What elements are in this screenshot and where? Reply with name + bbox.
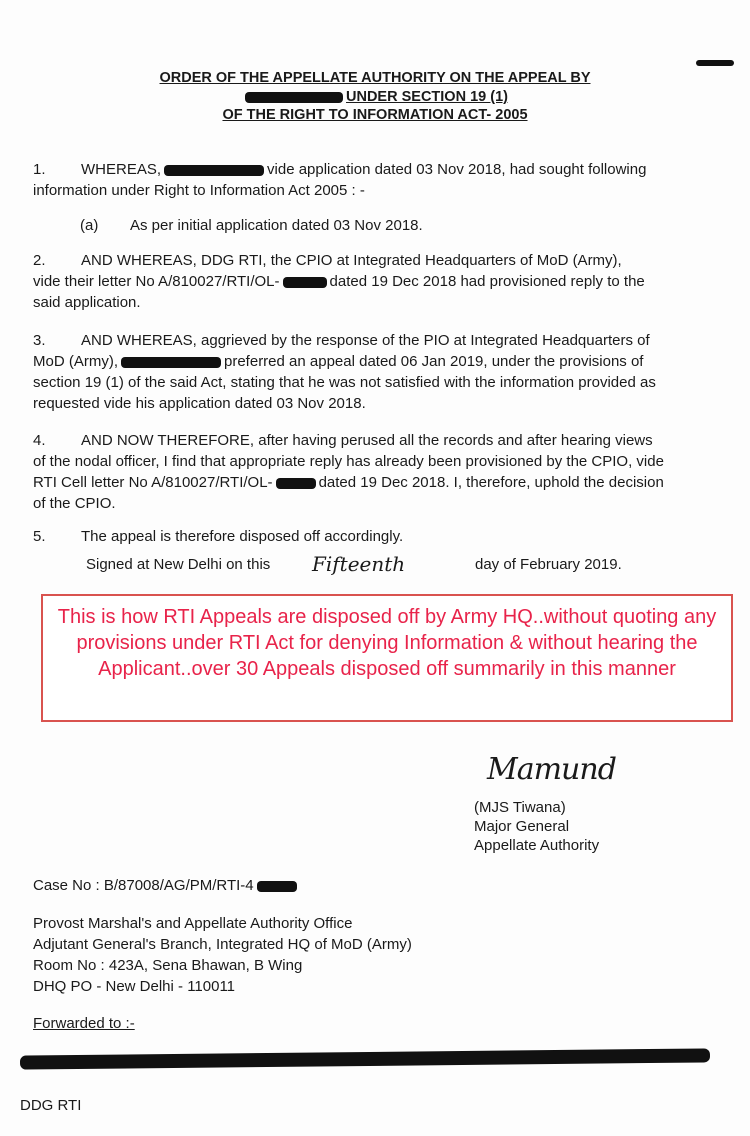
order-title-line3: OF THE RIGHT TO INFORMATION ACT- 2005: [222, 107, 528, 123]
signatory-name: (MJS Tiwana): [474, 799, 566, 816]
redaction-mark: [257, 881, 297, 892]
para-number: 3.: [33, 332, 46, 349]
annotation-callout: This is how RTI Appeals are disposed off by Army HQ..without quoting any provisions under RTI Act for denying Information & without hearing the Applicant..over 30 Appeals disposed off summarily in this manner: [41, 594, 733, 722]
para-text: requested vide his application dated 03 Nov 2018.: [33, 395, 366, 412]
redaction-mark: [164, 165, 264, 176]
signed-line: [86, 556, 270, 573]
paragraph-2: [33, 250, 743, 313]
case-number: [33, 877, 300, 894]
para-text: AND WHEREAS, aggrieved by the response of the PIO at Integrated Headquarters of: [81, 332, 650, 349]
para-text: The appeal is therefore disposed off accordingly.: [81, 528, 404, 545]
redaction-mark: [245, 92, 343, 103]
address-line: Adjutant General's Branch, Integrated HQ of MoD (Army): [33, 936, 412, 953]
redaction-mark: [696, 60, 734, 66]
address-line: Room No : 423A, Sena Bhawan, B Wing: [33, 957, 303, 974]
para-text: AND NOW THEREFORE, after having perused all the records and after hearing views: [81, 432, 653, 449]
order-title-line2: [0, 89, 750, 105]
para-text: information under Right to Information Act 2005 : -: [33, 182, 365, 199]
para-text: AND WHEREAS, DDG RTI, the CPIO at Integrated Headquarters of MoD (Army),: [81, 252, 622, 269]
signed-day-handwritten: Fifteenth: [312, 552, 406, 576]
para-text: vide their letter No A/810027/RTI/OL-: [33, 273, 280, 290]
para-text: WHEREAS,: [81, 161, 162, 178]
para-text: section 19 (1) of the said Act, stating that he was not satisfied with the information provided as: [33, 374, 656, 391]
para-text: vide application dated 03 Nov 2018, had sought following: [267, 161, 647, 178]
sub-item-a: [80, 217, 423, 234]
para-text: said application.: [33, 294, 141, 311]
signed-suffix: day of February 2019.: [475, 556, 622, 573]
sub-item-text: As per initial application dated 03 Nov 2018.: [130, 217, 423, 234]
address-block: [33, 913, 412, 997]
address-line: Provost Marshal's and Appellate Authority Office: [33, 915, 353, 932]
para-number: 1.: [33, 161, 46, 178]
paragraph-1: [33, 159, 743, 201]
para-text: MoD (Army),: [33, 353, 118, 370]
redaction-mark: [276, 478, 316, 489]
signatory-rank: Major General: [474, 818, 570, 835]
para-text: preferred an appeal dated 06 Jan 2019, under the provisions of: [224, 353, 644, 370]
para-text: of the CPIO.: [33, 495, 116, 512]
forwarded-recipient: DDG RTI: [20, 1097, 82, 1114]
para-text: RTI Cell letter No A/810027/RTI/OL-: [33, 474, 273, 491]
para-text: dated 19 Dec 2018. I, therefore, uphold the decision: [318, 474, 664, 491]
signatory-role: Appellate Authority: [474, 837, 600, 854]
para-text: dated 19 Dec 2018 had provisioned reply to the: [329, 273, 645, 290]
paragraph-5: [33, 526, 743, 547]
address-line: DHQ PO - New Delhi - 110011: [33, 978, 236, 995]
case-number-text: Case No : B/87008/AG/PM/RTI-4: [33, 877, 254, 894]
paragraph-3: [33, 330, 743, 414]
order-title-line2-text: UNDER SECTION 19 (1): [346, 89, 508, 105]
order-title-line1: ORDER OF THE APPELLATE AUTHORITY ON THE APPEAL BY: [159, 70, 591, 86]
redaction-mark: [121, 357, 221, 368]
sub-item-label: (a): [80, 217, 99, 234]
paragraph-4: [33, 430, 743, 514]
para-text: of the nodal officer, I find that appropriate reply has already been provisioned by the CPIO, vide: [33, 453, 664, 470]
para-number: 4.: [33, 432, 46, 449]
redaction-mark: [20, 1048, 710, 1069]
signed-prefix: Signed at New Delhi on this: [86, 556, 271, 573]
para-number: 2.: [33, 252, 46, 269]
redaction-mark: [283, 277, 327, 288]
para-number: 5.: [33, 528, 46, 545]
forwarded-label: Forwarded to :-: [33, 1015, 135, 1032]
signature: Mamund: [487, 752, 616, 787]
